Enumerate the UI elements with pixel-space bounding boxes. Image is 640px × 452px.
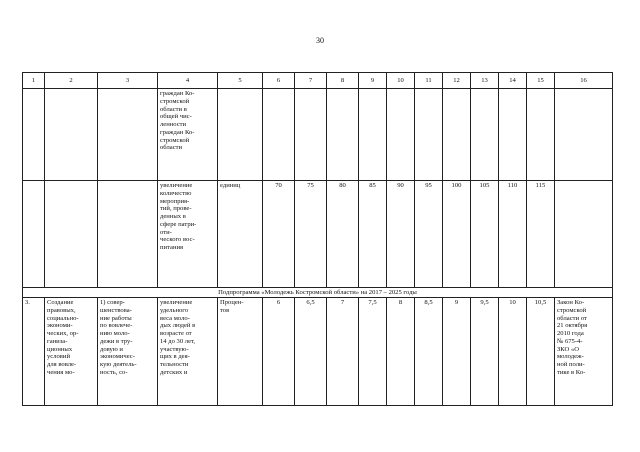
value-cell: 90: [387, 181, 415, 288]
value-cell: 6,5: [295, 298, 327, 406]
program-table: [22, 72, 613, 406]
value-cell: 100: [443, 181, 471, 288]
page-number: 30: [316, 36, 324, 45]
header-cell: 14: [499, 73, 527, 89]
value-cell: 105: [471, 181, 499, 288]
value-cell: 70: [263, 181, 295, 288]
header-cell: 7: [295, 73, 327, 89]
header-cell: 8: [327, 73, 359, 89]
unit-cell: Процен- тов: [218, 298, 263, 406]
header-cell: 3: [98, 73, 158, 89]
value-cell: 8: [387, 298, 415, 406]
value-cell: 9,5: [471, 298, 499, 406]
subprogram-title: Подпрограмма «Молодежь Костромской области» на 2017 – 2025 годы: [23, 288, 613, 298]
unit-cell: единиц: [218, 181, 263, 288]
header-cell: 11: [415, 73, 443, 89]
header-cell: 5: [218, 73, 263, 89]
header-cell: 4: [158, 73, 218, 89]
header-cell: 6: [263, 73, 295, 89]
header-cell: 10: [387, 73, 415, 89]
measure-cell: 1) совер- шенствова- ние работы по вовлече- нию моло- дежи в тру- довую и экономичес- кую деятель- ность, со-: [98, 298, 158, 406]
header-cell: 15: [527, 73, 555, 89]
indicator-cell: увеличение удельного веса моло- дых людей в возрасте от 14 до 30 лет, участвую- щих в дея- тельности детских и: [158, 298, 218, 406]
value-cell: 115: [527, 181, 555, 288]
header-cell: 16: [555, 73, 613, 89]
value-cell: 8,5: [415, 298, 443, 406]
value-cell: 9: [443, 298, 471, 406]
value-cell: 6: [263, 298, 295, 406]
header-cell: 12: [443, 73, 471, 89]
value-cell: 10: [499, 298, 527, 406]
header-row: [23, 73, 613, 89]
header-cell: 2: [45, 73, 98, 89]
subprogram-row: [23, 288, 613, 298]
table-row: [23, 181, 613, 288]
header-cell: 9: [359, 73, 387, 89]
table-row: [23, 298, 613, 406]
table-row: [23, 89, 613, 181]
value-cell: 85: [359, 181, 387, 288]
row-number: 3.: [23, 298, 45, 406]
value-cell: 80: [327, 181, 359, 288]
law-cell: Закон Ко- стромской области от 21 октября 2010 года № 675-4- ЗКО «О молодеж- ной поли- тике в Ко-: [555, 298, 613, 406]
indicator-cell: увеличение количество мероприя- тий, прове- денных в сфере патри- оти- ческого вос- питания: [158, 181, 218, 288]
header-cell: 13: [471, 73, 499, 89]
header-cell: 1: [23, 73, 45, 89]
value-cell: 7,5: [359, 298, 387, 406]
value-cell: 95: [415, 181, 443, 288]
value-cell: 110: [499, 181, 527, 288]
task-cell: Создание правовых, социально- экономи- ческих, ор- ганиза- ционных условий для вовле- чения мо-: [45, 298, 98, 406]
value-cell: 10,5: [527, 298, 555, 406]
value-cell: 7: [327, 298, 359, 406]
indicator-cell: граждан Ко- стромской области в общей чис- ленности граждан Ко- стромской области: [158, 89, 218, 181]
value-cell: 75: [295, 181, 327, 288]
